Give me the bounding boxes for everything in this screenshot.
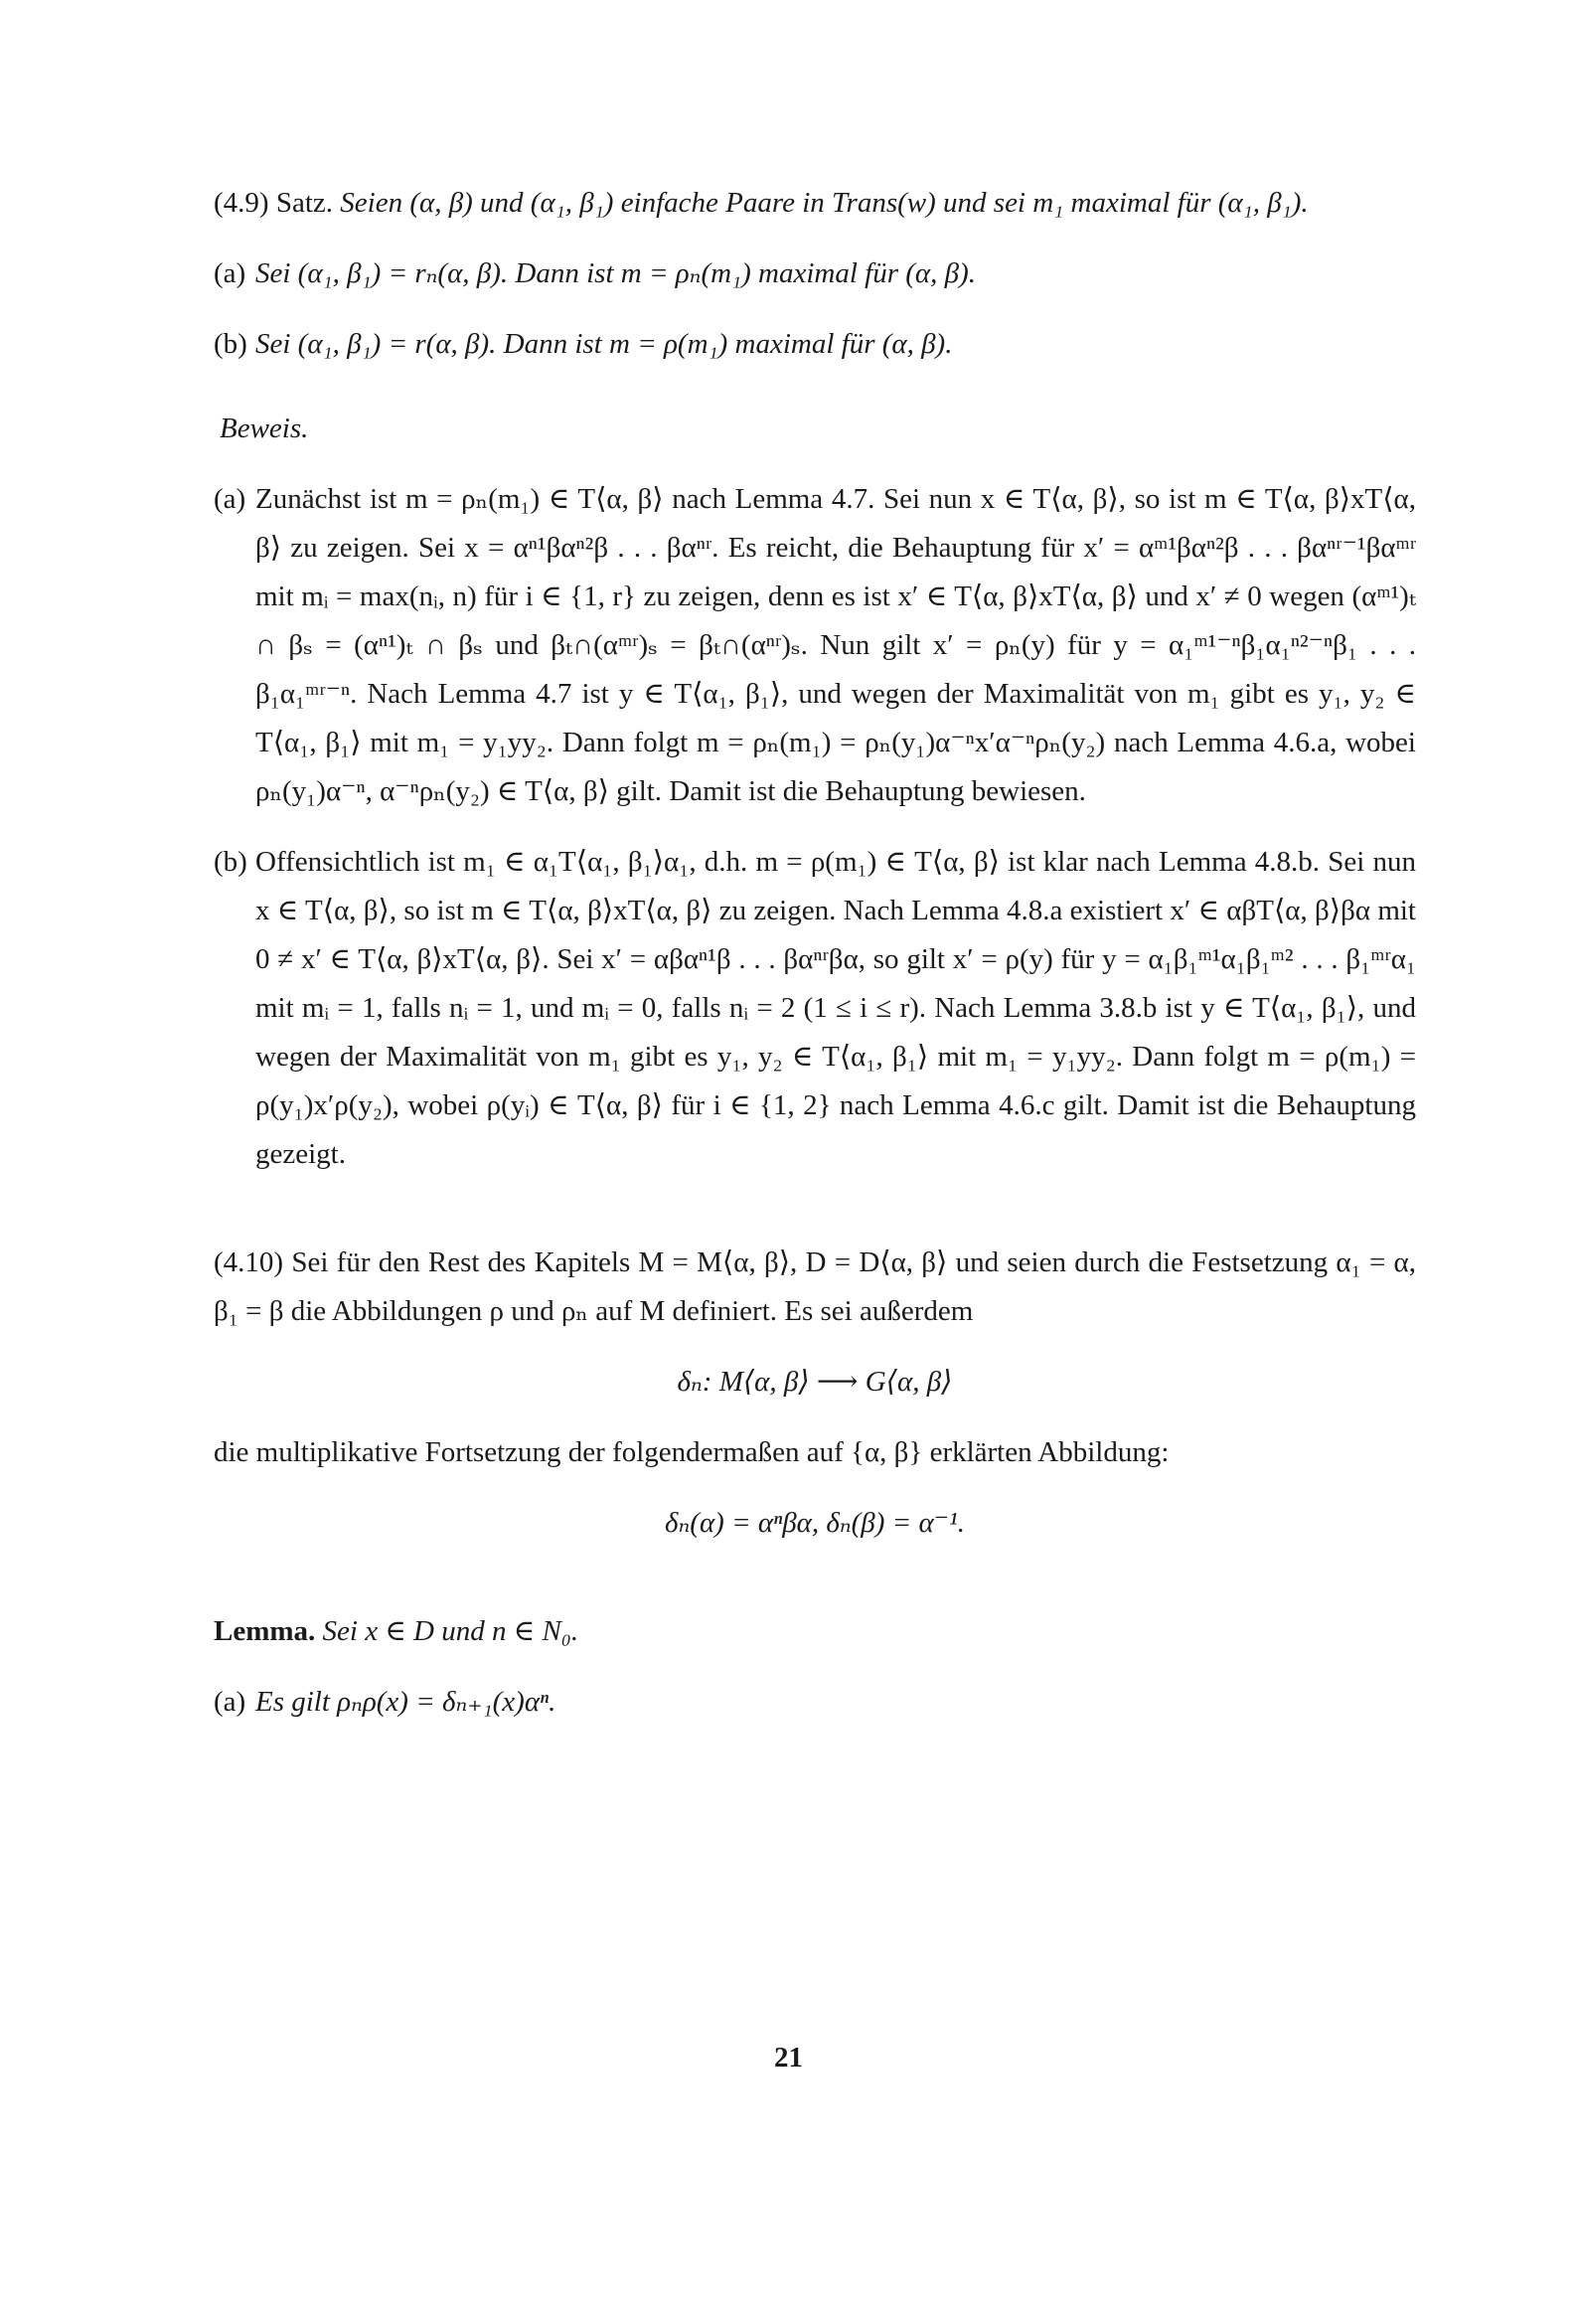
map-display: δₙ: M⟨α, β⟩ ⟶ G⟨α, β⟩ — [677, 1366, 953, 1398]
page-body — [214, 179, 1416, 1727]
satz-item-a — [214, 249, 1416, 298]
lemma-item-a-text: Es gilt ρₙρ(x) = δₙ₊₁(x)αⁿ. — [255, 1686, 556, 1718]
satz-item-a-text: Sei (α₁, β₁) = rₙ(α, β). Dann ist m = ρₙ(m₁) maximal für (α, β). — [255, 257, 976, 289]
satz-item-b-text: Sei (α₁, β₁) = r(α, β). Dann ist m = ρ(m₁) maximal für (α, β). — [255, 328, 953, 360]
lemma-item-a — [214, 1678, 1416, 1727]
beweis-item-b-text: Offensichtlich ist m₁ ∈ α₁T⟨α₁, β₁⟩α₁, d.h. m = ρ(m₁) ∈ T⟨α, β⟩ ist klar nach Lemma 4.8.b. Sei nun x ∈ T⟨α, β⟩, so ist m ∈ T⟨α, β⟩xT⟨α, β⟩ zu zeigen. Nach Lemma 4.8.a existiert x′ ∈ αβT⟨α, β⟩βα mit 0 ≠ x′ ∈ T⟨α, β⟩xT⟨α, β⟩. Sei x′ = αβαⁿ¹β . . . βαⁿʳβα, so gilt x′ = ρ(y) für y = α₁β₁ᵐ¹α₁β₁ᵐ² . . . β₁ᵐʳα₁ mit mᵢ = 1, falls nᵢ = 1, und mᵢ = 0, falls nᵢ = 2 (1 ≤ i ≤ r). Nach Lemma 3.8.b ist y ∈ T⟨α₁, β₁⟩, und wegen der Maximalität von m₁ gibt es y₁, y₂ ∈ T⟨α₁, β₁⟩ mit m₁ = y₁yy₂. Dann folgt m = ρ(m₁) = ρ(y₁)x′ρ(y₂), wobei ρ(yᵢ) ∈ T⟨α, β⟩ für i ∈ {1, 2} nach Lemma 4.6.c gilt. Damit ist die Behauptung gezeigt. — [255, 846, 1416, 1170]
satz-text: Seien (α, β) und (α₁, β₁) einfache Paare in Trans(w) und sei m₁ maximal für (α₁, β₁). — [340, 187, 1309, 219]
satz-item-a-label: (a) — [214, 257, 246, 289]
beweis-heading: Beweis. — [220, 413, 309, 444]
section-4-10-number: (4.10) — [214, 1246, 284, 1278]
section-4-10-middle: die multiplikative Fortsetzung der folgendermaßen auf {α, β} erklärten Abbildung: — [214, 1436, 1170, 1468]
satz-number: (4.9) — [214, 187, 269, 219]
lemma-statement — [214, 1607, 1416, 1656]
satz-keyword: Satz. — [275, 187, 334, 219]
lemma-text: Sei x ∈ D und n ∈ N₀. — [322, 1615, 579, 1647]
satz-statement — [214, 179, 1416, 228]
beweis-item-b — [214, 838, 1416, 1179]
beweis-item-a-text: Zunächst ist m = ρₙ(m₁) ∈ T⟨α, β⟩ nach Lemma 4.7. Sei nun x ∈ T⟨α, β⟩, so ist m ∈ T⟨α, β⟩xT⟨α, β⟩ zu zeigen. Sei x = αⁿ¹βαⁿ²β . . . βαⁿʳ. Es reicht, die Behauptung für x′ = αᵐ¹βαⁿ²β . . . βαⁿʳ⁻¹βαᵐʳ mit mᵢ = max(nᵢ, n) für i ∈ {1, r} zu zeigen, denn es ist x′ ∈ T⟨α, β⟩xT⟨α, β⟩ und x′ ≠ 0 wegen (αᵐ¹)ₜ ∩ βₛ = (αⁿ¹)ₜ ∩ βₛ und βₜ∩(αᵐʳ)ₛ = βₜ∩(αⁿʳ)ₛ. Nun gilt x′ = ρₙ(y) für y = α₁ᵐ¹⁻ⁿβ₁α₁ⁿ²⁻ⁿβ₁ . . . β₁α₁ᵐʳ⁻ⁿ. Nach Lemma 4.7 ist y ∈ T⟨α₁, β₁⟩, und wegen der Maximalität von m₁ gibt es y₁, y₂ ∈ T⟨α₁, β₁⟩ mit m₁ = y₁yy₂. Dann folgt m = ρₙ(m₁) = ρₙ(y₁)α⁻ⁿx′α⁻ⁿρₙ(y₂) nach Lemma 4.6.a, wobei ρₙ(y₁)α⁻ⁿ, α⁻ⁿρₙ(y₂) ∈ T⟨α, β⟩ gilt. Damit ist die Behauptung bewiesen. — [255, 483, 1416, 807]
section-4-10-intro-text: Sei für den Rest des Kapitels M = M⟨α, β⟩, D = D⟨α, β⟩ und seien durch die Festsetzung α₁ = α, β₁ = β die Abbildungen ρ und ρₙ auf M definiert. Es sei außerdem — [214, 1246, 1417, 1327]
beweis-item-a-label: (a) — [214, 483, 246, 515]
definition-display: δₙ(α) = αⁿβα, δₙ(β) = α⁻¹. — [665, 1507, 965, 1539]
lemma-keyword: Lemma. — [214, 1615, 316, 1647]
satz-item-b-label: (b) — [214, 328, 247, 360]
section-4-10-intro — [214, 1239, 1416, 1336]
beweis-item-b-label: (b) — [214, 846, 247, 878]
satz-item-b — [214, 320, 1416, 369]
page-number: 21 — [774, 2042, 803, 2074]
beweis-item-a — [214, 475, 1416, 816]
lemma-item-a-label: (a) — [214, 1686, 246, 1718]
